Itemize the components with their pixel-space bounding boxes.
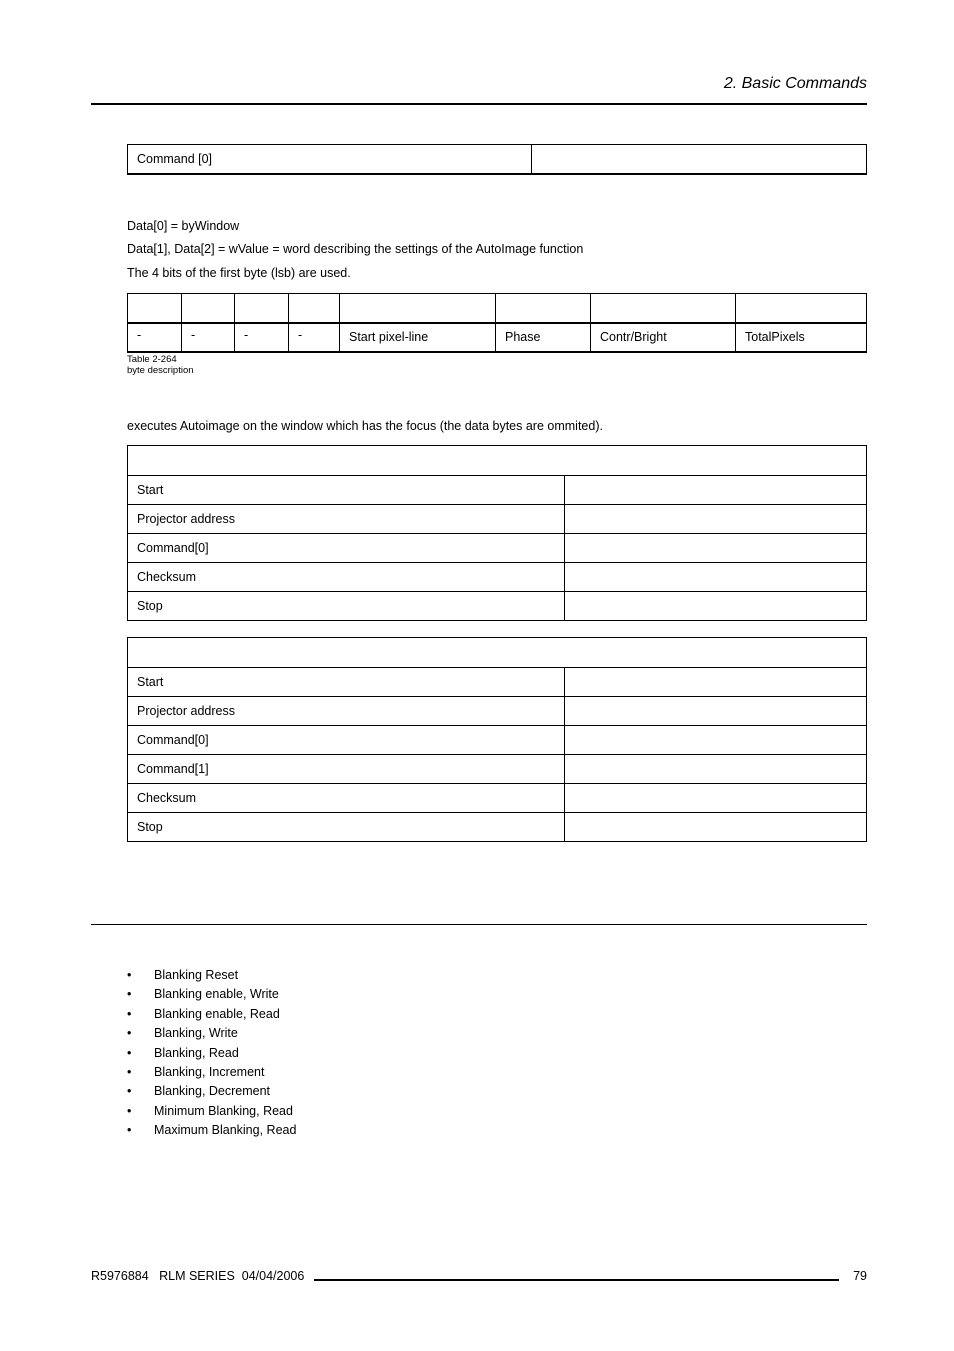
bits-header-cell	[496, 294, 591, 323]
table-row-label: Stop	[128, 813, 565, 842]
table-row-label: Checksum	[128, 563, 565, 592]
table-row-value	[565, 476, 867, 505]
bits-cell: TotalPixels	[736, 323, 867, 352]
bits-cell: Start pixel-line	[340, 323, 496, 352]
bits-cell: -	[289, 323, 340, 352]
table-row-label: Start	[128, 668, 565, 697]
example-table-1-title	[128, 446, 867, 476]
command-cell-value	[532, 145, 867, 174]
table-row-label: Command[0]	[128, 534, 565, 563]
table-row-value	[565, 534, 867, 563]
bullet-icon: •	[127, 968, 132, 982]
command-table	[127, 144, 867, 175]
list-item-label: Blanking, Write	[154, 1026, 238, 1041]
table-row-label: Command[0]	[128, 726, 565, 755]
table-row-label: Projector address	[128, 505, 565, 534]
bullet-icon: •	[127, 1064, 132, 1079]
bits-cell: -	[128, 323, 182, 352]
list-item-label: Blanking, Increment	[154, 1064, 265, 1079]
bits-header-cell	[591, 294, 736, 323]
list-item-label: Blanking enable, Read	[154, 1006, 280, 1021]
table-row-label: Projector address	[128, 697, 565, 726]
list-item-label: Blanking, Decrement	[154, 1084, 271, 1099]
list-item	[127, 1024, 296, 1043]
bits-cell: Contr/Bright	[591, 323, 736, 352]
bullet-icon: •	[127, 1103, 132, 1118]
bits-cell: -	[182, 323, 235, 352]
bits-header-cell	[235, 294, 289, 323]
header-rule	[91, 103, 867, 105]
list-item	[127, 985, 296, 1004]
table-caption-number: Table 2-264	[127, 354, 177, 365]
example-description: executes Autoimage on the window which has the focus (the data bytes are ommited).	[127, 419, 603, 433]
table-caption-title: byte description	[127, 365, 194, 376]
bullet-icon: •	[127, 1045, 132, 1060]
table-row-value	[565, 755, 867, 784]
bits-table	[127, 293, 867, 353]
list-item	[127, 1121, 296, 1140]
bits-header-cell	[736, 294, 867, 323]
blanking-commands-list	[127, 966, 296, 1141]
footer-page-number: 79	[853, 1269, 867, 1283]
list-item	[127, 1005, 296, 1024]
list-item	[127, 1044, 296, 1063]
list-item-label: Blanking, Read	[154, 1045, 239, 1060]
list-item-label: Blanking Reset	[154, 968, 239, 982]
section-rule	[91, 924, 867, 925]
bits-header-cell	[289, 294, 340, 323]
bits-usage-description: The 4 bits of the first byte (lsb) are used.	[127, 266, 351, 280]
table-row-value	[565, 697, 867, 726]
list-item-label: Blanking enable, Write	[154, 987, 279, 1002]
list-item	[127, 1063, 296, 1082]
example-table-2-title	[128, 638, 867, 668]
list-item	[127, 966, 296, 985]
table-row-value	[565, 813, 867, 842]
bits-header-cell	[128, 294, 182, 323]
table-row-value	[565, 726, 867, 755]
table-row-value	[565, 563, 867, 592]
table-row-value	[565, 668, 867, 697]
command-cell-label: Command [0]	[128, 145, 532, 174]
list-item	[127, 1082, 296, 1101]
list-item-label: Minimum Blanking, Read	[154, 1103, 293, 1118]
bullet-icon: •	[127, 1026, 132, 1041]
bits-cell: -	[235, 323, 289, 352]
table-row-label: Checksum	[128, 784, 565, 813]
bullet-icon: •	[127, 1006, 132, 1021]
table-row-label: Start	[128, 476, 565, 505]
page-header-title: 2. Basic Commands	[723, 75, 867, 92]
bullet-icon: •	[127, 1084, 132, 1099]
table-row-value	[565, 592, 867, 621]
bullet-icon: •	[127, 1123, 132, 1138]
list-item	[127, 1102, 296, 1121]
list-item-label: Maximum Blanking, Read	[154, 1123, 297, 1138]
table-row-value	[565, 505, 867, 534]
footer-rule	[314, 1279, 839, 1281]
table-row-label: Command[1]	[128, 755, 565, 784]
data0-description: Data[0] = byWindow	[127, 219, 240, 233]
table-row-value	[565, 784, 867, 813]
bits-header-cell	[182, 294, 235, 323]
bits-cell: Phase	[496, 323, 591, 352]
bits-header-cell	[340, 294, 496, 323]
example-table-2	[127, 637, 867, 842]
table-row-label: Stop	[128, 592, 565, 621]
data1-data2-description: Data[1], Data[2] = wValue = word describing the settings of the AutoImage function	[127, 242, 584, 256]
example-table-1	[127, 445, 867, 621]
bullet-icon: •	[127, 987, 132, 1002]
footer-doc-info: R5976884 RLM SERIES 04/04/2006	[91, 1269, 305, 1283]
